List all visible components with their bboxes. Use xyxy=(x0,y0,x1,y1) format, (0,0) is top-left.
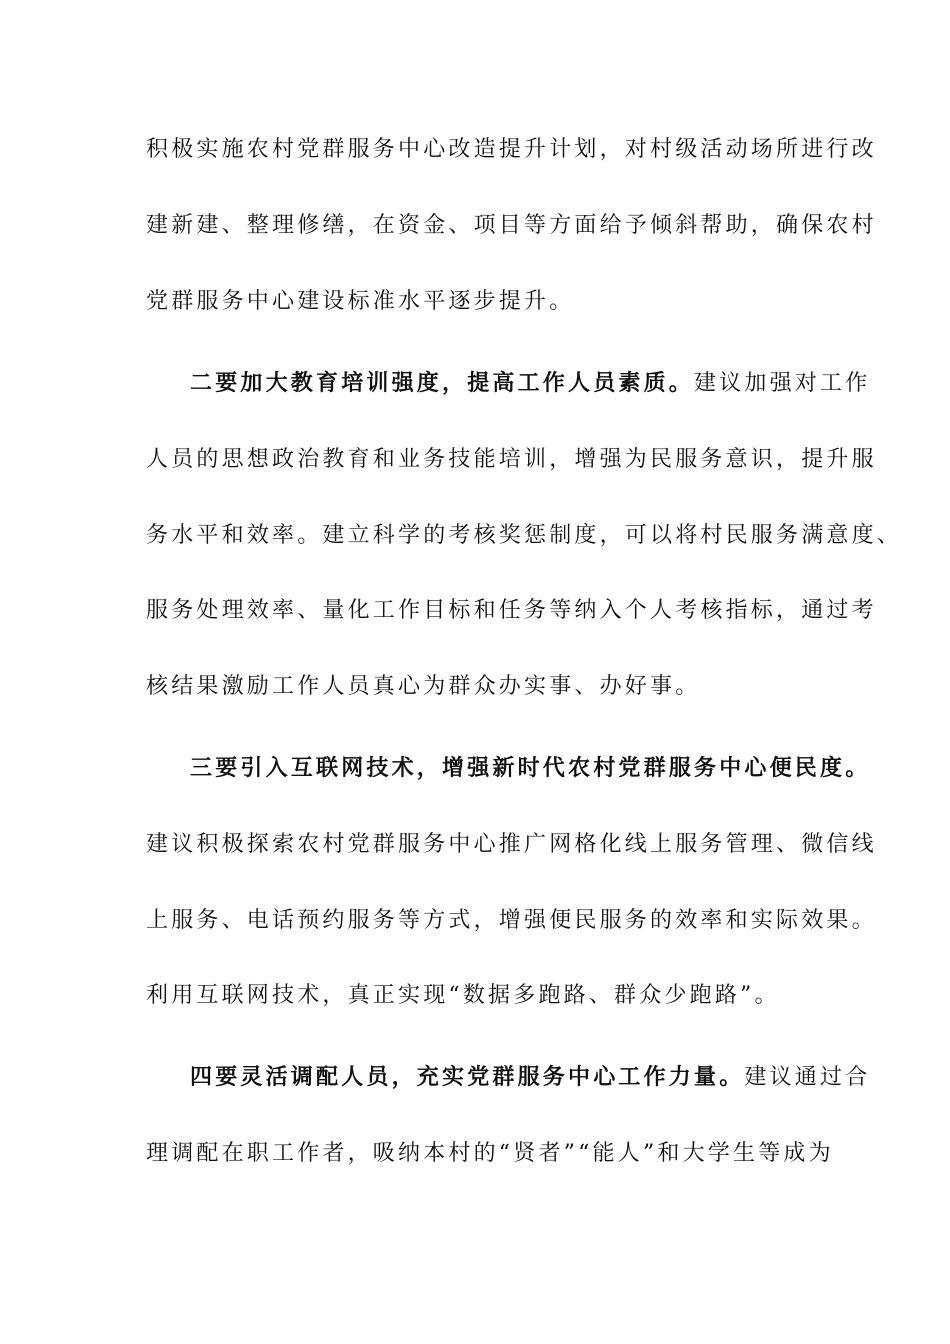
paragraph-4-line-2: 理调配在职工作者，吸纳本村的“贤者”“能人”和大学生等成为 xyxy=(146,1141,834,1166)
paragraph-3-line-4: 利用互联网技术，真正实现“数据多跑路、群众少跑路”。 xyxy=(146,983,780,1008)
paragraph-4-heading: 四要灵活调配人员，充实党群服务中心工作力量。 xyxy=(190,1065,745,1090)
paragraph-2-first-line-rest: 建议加强对工作 xyxy=(694,371,871,396)
paragraph-2-heading: 二要加大教育培训强度，提高工作人员素质。 xyxy=(190,371,695,396)
paragraph-2-line-5: 核结果激励工作人员真心为群众办实事、办好事。 xyxy=(146,674,701,699)
paragraph-3-line-2: 建议积极探索农村党群服务中心推广网格化线上服务管理、微信线 xyxy=(146,832,877,857)
paragraph-2-line-1 xyxy=(190,369,870,399)
paragraph-1-line-3: 党群服务中心建设标准水平逐步提升。 xyxy=(146,289,575,314)
paragraph-1-line-1: 积极实施农村党群服务中心改造提升计划，对村级活动场所进行改 xyxy=(146,137,877,162)
paragraph-1-line-2: 建新建、整理修缮，在资金、项目等方面给予倾斜帮助，确保农村 xyxy=(146,213,877,238)
paragraph-3-heading: 三要引入互联网技术，增强新时代农村党群服务中心便民度。 xyxy=(190,756,871,781)
paragraph-4-first-line-rest: 建议通过合 xyxy=(744,1065,871,1090)
paragraph-2-line-3: 务水平和效率。建立科学的考核奖惩制度，可以将村民服务满意度、 xyxy=(146,523,903,548)
paragraph-2-line-4: 服务处理效率、量化工作目标和任务等纳入个人考核指标，通过考 xyxy=(146,598,877,623)
paragraph-3-line-1 xyxy=(190,754,870,784)
paragraph-3-line-3: 上服务、电话预约服务等方式，增强便民服务的效率和实际效果。 xyxy=(146,908,877,933)
paragraph-4-line-1 xyxy=(190,1063,870,1093)
paragraph-2-line-2: 人员的思想政治教育和业务技能培训，增强为民服务意识，提升服 xyxy=(146,447,877,472)
